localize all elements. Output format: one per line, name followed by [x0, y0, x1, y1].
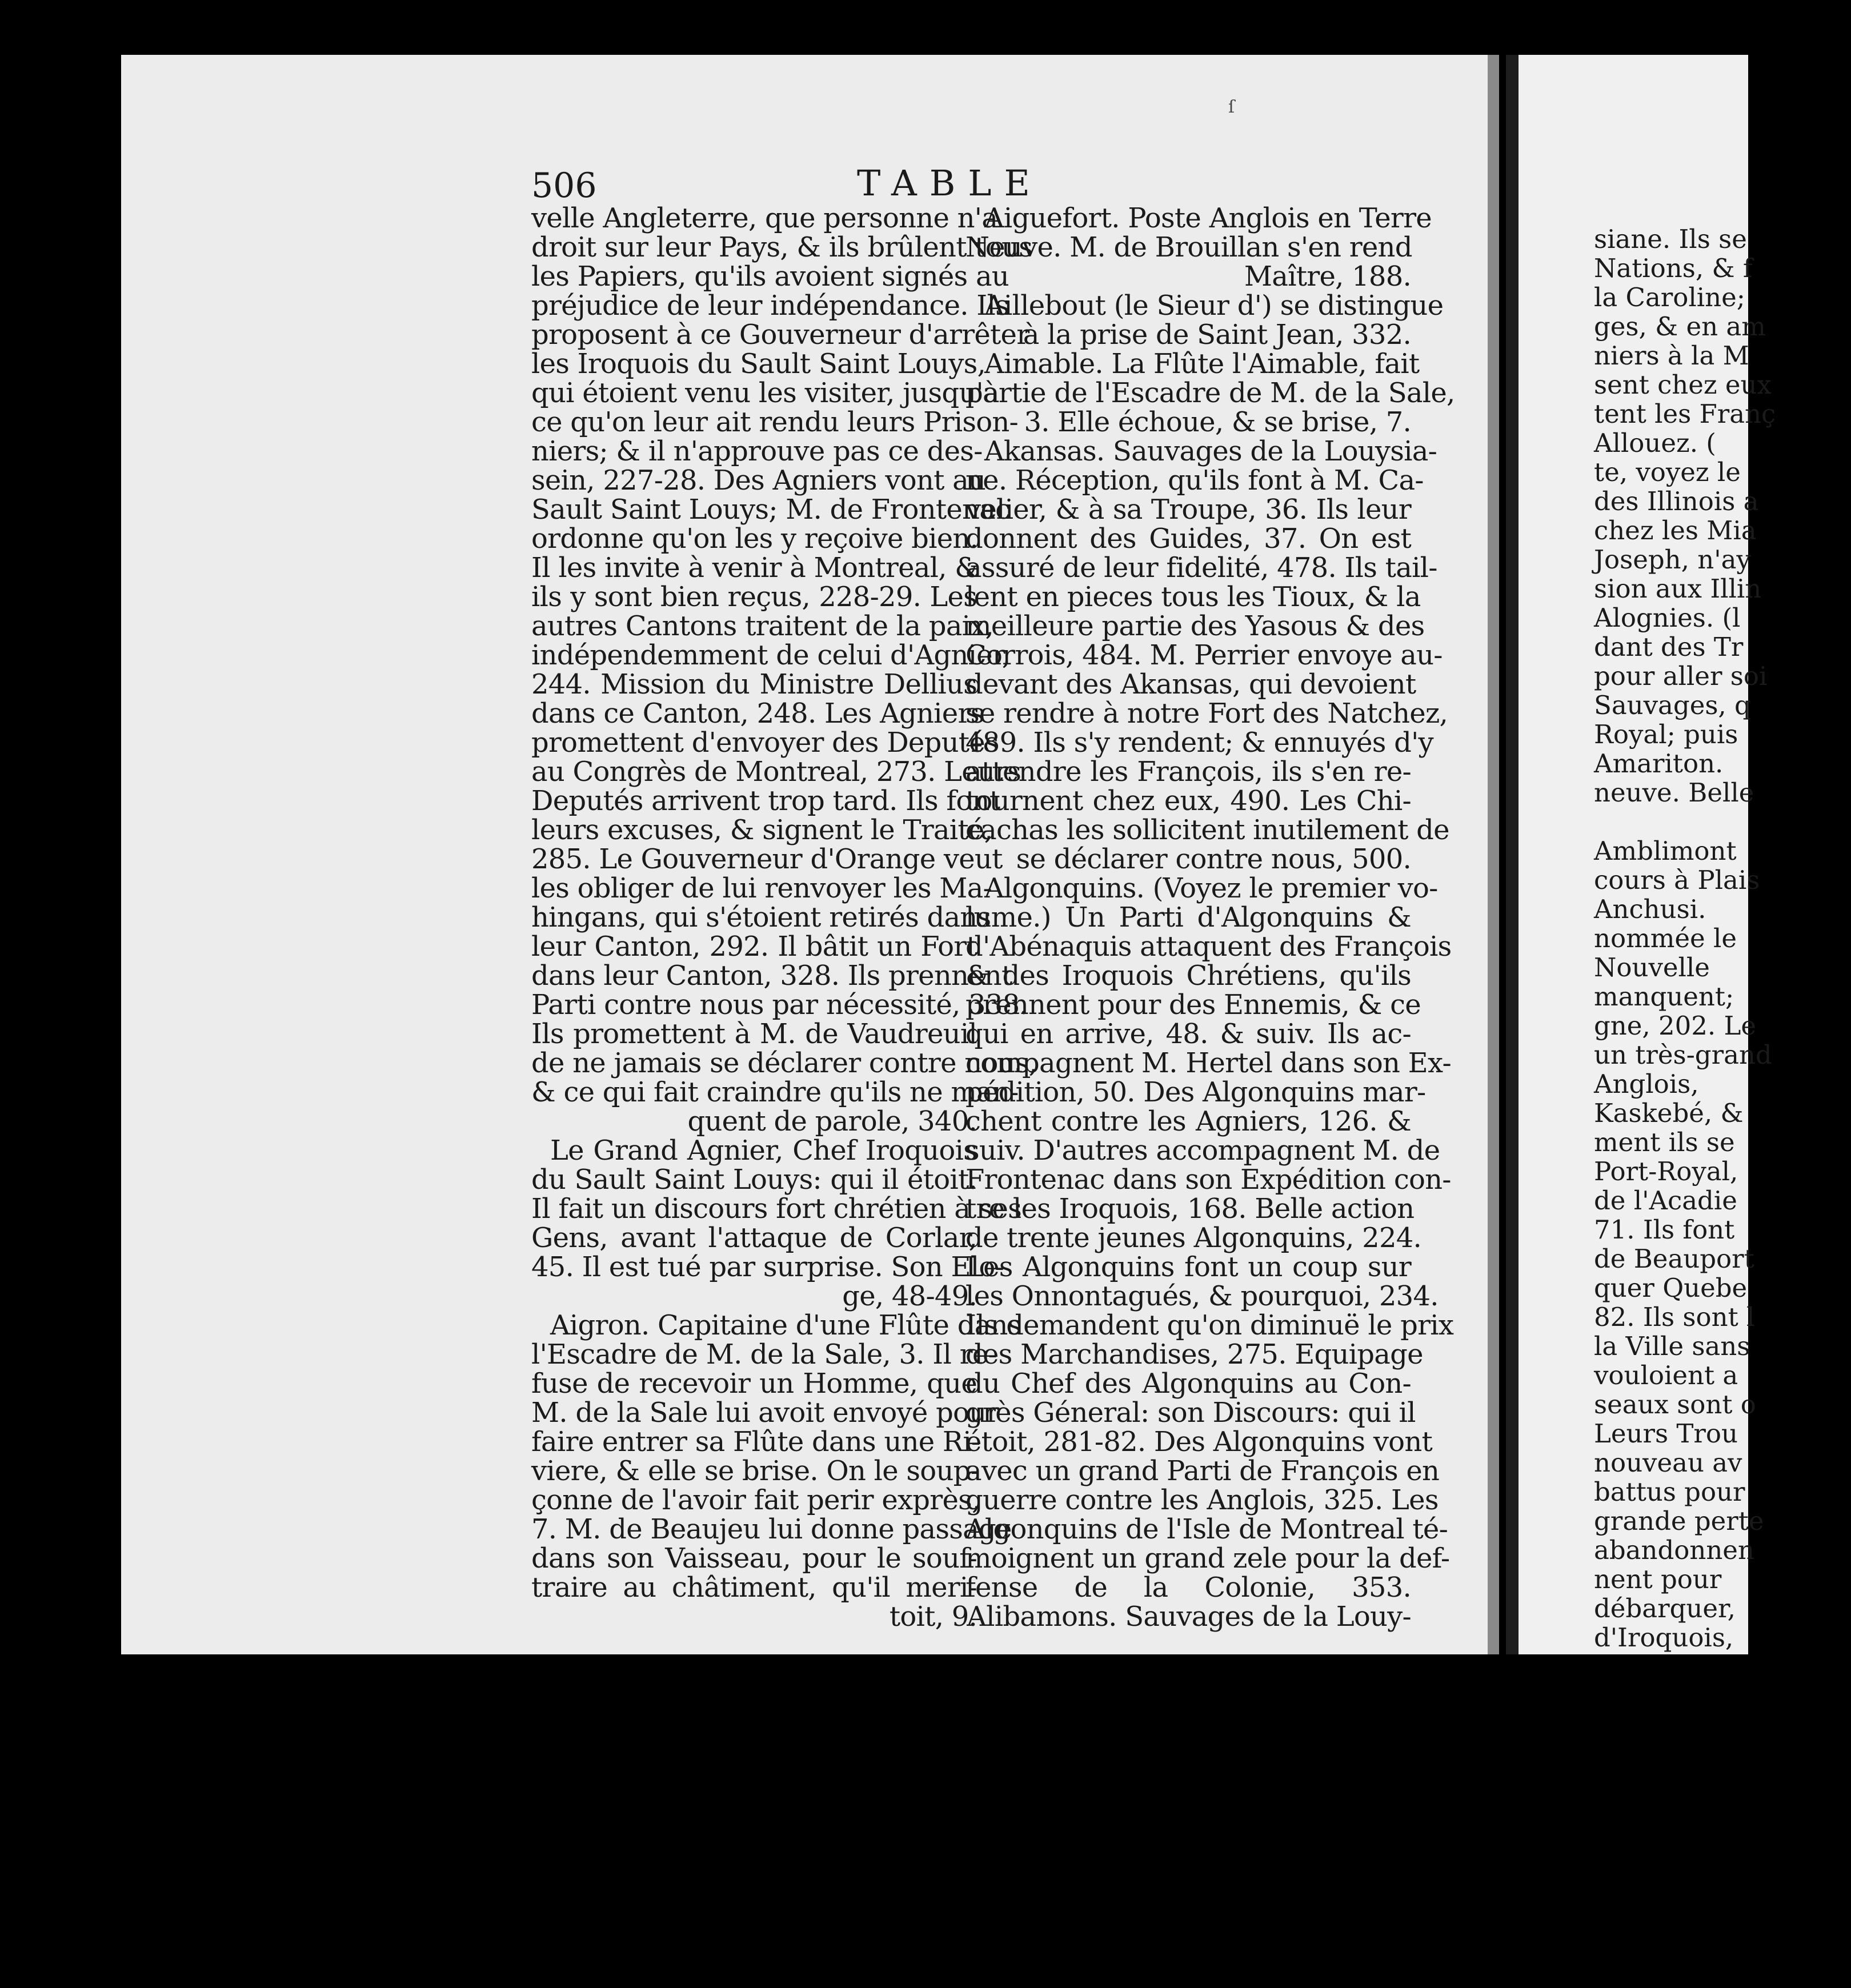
- index-line: leur Canton, 292. Il bâtit un Fort: [531, 930, 977, 963]
- index-line: lume.) Un Parti d'Algonquins &: [965, 901, 1411, 933]
- index-line: à la prise de Saint Jean, 332.: [1023, 318, 1411, 351]
- index-line: les Papiers, qu'ils avoient signés au: [531, 260, 1009, 292]
- index-line: de trente jeunes Algonquins, 224.: [965, 1221, 1422, 1254]
- index-line-fragment: débarquer,: [1594, 1594, 1736, 1624]
- index-line: niers; & il n'approuve pas ce des-: [531, 435, 983, 467]
- index-line: 45. Il est tué par surprise. Son Elo-: [531, 1250, 1004, 1283]
- index-line-fragment: des Illinois a: [1594, 487, 1759, 517]
- index-line: suiv. D'autres accompagnent M. de: [965, 1134, 1440, 1167]
- index-line-fragment: Royal; puis: [1594, 720, 1738, 750]
- index-line: ce qu'on leur ait rendu leurs Prison-: [531, 406, 1019, 438]
- index-line: & ce qui fait craindre qu'ils ne man-: [531, 1076, 1019, 1108]
- index-column-right-fragment: [1594, 226, 1851, 1653]
- index-line: Deputés arrivent trop tard. Ils font: [531, 784, 1000, 817]
- index-line: moignent un grand zele pour la def-: [965, 1542, 1450, 1574]
- index-line: préjudice de leur indépendance. Ils: [531, 289, 1009, 322]
- page-number: 506: [531, 166, 597, 206]
- index-line: meilleure partie des Yasous & des: [965, 610, 1425, 642]
- index-line: assuré de leur fidelité, 478. Ils tail-: [965, 551, 1437, 584]
- index-line: dans leur Canton, 328. Ils prennent: [531, 959, 1012, 992]
- index-line-fragment: ment ils se: [1594, 1128, 1735, 1158]
- index-line: compagnent M. Hertel dans son Ex-: [965, 1047, 1451, 1079]
- index-line: ge, 48-49.: [842, 1280, 977, 1312]
- index-line-fragment: grande perte: [1594, 1506, 1764, 1537]
- index-line: chent contre les Agniers, 126. &: [965, 1105, 1411, 1137]
- index-line: des Marchandises, 275. Equipage: [965, 1338, 1423, 1370]
- index-line: fense de la Colonie, 353.: [965, 1571, 1411, 1604]
- index-line: de ne jamais se déclarer contre nous,: [531, 1047, 1037, 1079]
- index-line: devant des Akansas, qui devoient: [965, 668, 1416, 700]
- index-line: lent en pieces tous les Tioux, & la: [965, 580, 1421, 613]
- index-line: Ils demandent qu'on diminuë le prix: [965, 1309, 1454, 1341]
- index-line-fragment: Kaskebé, &: [1594, 1099, 1744, 1129]
- index-line: Algonquins de l'Isle de Montreal té-: [965, 1513, 1448, 1545]
- index-line: Frontenac dans son Expédition con-: [965, 1163, 1451, 1196]
- index-line: promettent d'envoyer des Deputés: [531, 726, 999, 759]
- index-line-fragment: Nations, & f: [1594, 254, 1753, 284]
- index-line-fragment: siane. Ils se: [1594, 225, 1747, 255]
- index-line: Il fait un discours fort chrétien à ses: [531, 1192, 1021, 1225]
- index-line-fragment: neuve. Belle: [1594, 778, 1754, 808]
- index-line: étoit, 281-82. Des Algonquins vont: [965, 1425, 1433, 1458]
- index-line-fragment: Leurs Trou: [1594, 1419, 1738, 1449]
- index-line-fragment: pour aller soi: [1594, 662, 1768, 692]
- index-line: cachas les sollicitent inutilement de: [965, 813, 1449, 846]
- index-line-fragment: de Beauport: [1594, 1244, 1754, 1274]
- index-line: Algonquins. (Voyez le premier vo-: [984, 872, 1438, 904]
- index-line-fragment: abandonnen: [1594, 1536, 1754, 1566]
- index-line: prennent pour des Ennemis, & ce: [965, 988, 1421, 1021]
- index-line: partie de l'Escadre de M. de la Sale,: [965, 376, 1455, 409]
- index-line: du Chef des Algonquins au Con-: [965, 1367, 1411, 1400]
- book-gutter: [1488, 55, 1499, 1654]
- index-line: toit, 9.: [889, 1600, 977, 1633]
- index-line: Les Algonquins font un coup sur: [965, 1250, 1411, 1283]
- index-line: Aimable. La Flûte l'Aimable, fait: [984, 347, 1420, 380]
- index-line: au Congrès de Montreal, 273. Leurs: [531, 755, 1021, 788]
- index-line: quent de parole, 340.: [687, 1105, 977, 1137]
- index-column-left: [531, 202, 1037, 1633]
- index-line-fragment: Anchusi.: [1594, 895, 1706, 925]
- index-line: dans son Vaisseau, pour le souf-: [531, 1542, 977, 1574]
- ink-mark: ſ: [1228, 97, 1235, 117]
- index-line-fragment: Joseph, n'ay: [1594, 545, 1751, 575]
- index-line: 3. Elle échoue, & se brise, 7.: [1024, 406, 1411, 438]
- index-line: Aigron. Capitaine d'une Flûte dans: [550, 1309, 1021, 1341]
- index-line: Aiguefort. Poste Anglois en Terre: [984, 202, 1432, 234]
- index-line-fragment: la Caroline;: [1594, 283, 1745, 313]
- index-line: se déclarer contre nous, 500.: [1016, 843, 1411, 875]
- index-line: guerre contre les Anglois, 325. Les: [965, 1484, 1439, 1516]
- index-line-fragment: Amblimont: [1594, 836, 1737, 867]
- index-line-fragment: 82. Ils sont l: [1594, 1302, 1755, 1333]
- index-line: Parti contre nous par nécessité, 338.: [531, 988, 1028, 1021]
- index-line-fragment: vouloient a: [1594, 1361, 1738, 1391]
- index-line: velier, & à sa Troupe, 36. Ils leur: [965, 493, 1411, 526]
- index-line: proposent à ce Gouverneur d'arrêter: [531, 318, 1029, 351]
- index-line: traire au châtiment, qu'il meri-: [531, 1571, 977, 1604]
- index-line: droit sur leur Pays, & ils brûlent tous: [531, 231, 1032, 263]
- index-line: fuse de recevoir un Homme, que: [531, 1367, 977, 1400]
- index-line-fragment: la Ville sans: [1594, 1332, 1750, 1362]
- index-line: viere, & elle se brise. On le soup-: [531, 1454, 980, 1487]
- index-line-fragment: seaux sont o: [1594, 1390, 1756, 1420]
- index-line-fragment: Anglois,: [1594, 1069, 1699, 1100]
- index-line: 7. M. de Beaujeu lui donne passage: [531, 1513, 1012, 1545]
- index-line-fragment: manquent;: [1594, 982, 1734, 1012]
- index-line: tournent chez eux, 490. Les Chi-: [965, 784, 1411, 817]
- index-line: avec un grand Parti de François en: [965, 1454, 1440, 1487]
- index-line-fragment: quer Quebe: [1594, 1273, 1748, 1304]
- index-line-fragment: Allouez. (: [1594, 428, 1716, 459]
- index-line-fragment: niers à la M: [1594, 341, 1749, 371]
- running-head: TABLE: [857, 162, 1043, 204]
- index-line: Aillebout (le Sieur d') se distingue: [984, 289, 1444, 322]
- index-line-fragment: sion aux Illin: [1594, 574, 1762, 604]
- index-line-fragment: te, voyez le: [1594, 458, 1741, 488]
- index-line: pédition, 50. Des Algonquins mar-: [965, 1076, 1426, 1108]
- index-line: attendre les François, ils s'en re-: [965, 755, 1411, 788]
- index-line-fragment: nent pour: [1594, 1565, 1722, 1595]
- index-line-fragment: nouveau av: [1594, 1448, 1742, 1478]
- index-line-fragment: Sauvages, q: [1594, 691, 1751, 721]
- index-line: du Sault Saint Louys: qui il étoit.: [531, 1163, 977, 1196]
- index-line: Neuve. M. de Brouillan s'en rend: [965, 231, 1412, 263]
- index-line: tre les Iroquois, 168. Belle action: [965, 1192, 1415, 1225]
- index-line: ordonne qu'on les y reçoive bien.: [531, 522, 979, 555]
- index-line: donnent des Guides, 37. On est: [965, 522, 1411, 555]
- index-line: çonne de l'avoir fait perir exprès,: [531, 1484, 980, 1516]
- index-line: sein, 227-28. Des Agniers vont au: [531, 464, 986, 496]
- index-line: indépendemment de celui d'Agnier,: [531, 639, 1011, 671]
- index-line: l'Escadre de M. de la Sale, 3. Il re-: [531, 1338, 997, 1370]
- index-line-fragment: Alognies. (l: [1594, 603, 1741, 634]
- index-line-fragment: sent chez eux: [1594, 370, 1772, 400]
- index-column-middle: [965, 202, 1455, 1633]
- index-line-fragment: 71. Ils font: [1594, 1215, 1735, 1245]
- index-line: velle Angleterre, que personne n'a: [531, 202, 998, 234]
- index-line: ne. Réception, qu'ils font à M. Ca-: [965, 464, 1424, 496]
- index-line: & des Iroquois Chrétiens, qu'ils: [965, 959, 1411, 992]
- index-line: qui en arrive, 48. & suiv. Ils ac-: [965, 1017, 1411, 1050]
- index-line-fragment: de l'Acadie: [1594, 1186, 1737, 1216]
- index-line: Maître, 188.: [1244, 260, 1411, 292]
- index-line-fragment: chez les Mia: [1594, 516, 1757, 546]
- index-line: Alibamons. Sauvages de la Louy-: [967, 1600, 1411, 1633]
- index-line-fragment: cours à Plais: [1594, 865, 1760, 896]
- index-line: les Iroquois du Sault Saint Louys,: [531, 347, 985, 380]
- index-line: qui étoient venu les visiter, jusqu'à: [531, 376, 999, 409]
- index-line: Ils promettent à M. de Vaudreuil: [531, 1017, 977, 1050]
- index-line: leurs excuses, & signent le Traité,: [531, 813, 993, 846]
- index-line: d'Abénaquis attaquent des François: [965, 930, 1452, 963]
- index-line: grès Géneral: son Discours: qui il: [965, 1396, 1416, 1429]
- index-line: M. de la Sale lui avoit envoyé pour: [531, 1396, 999, 1429]
- index-line: Le Grand Agnier, Chef Iroquois: [550, 1134, 977, 1167]
- index-line-fragment: tent les Franç: [1594, 399, 1776, 430]
- index-line-fragment: un très-grand: [1594, 1040, 1772, 1071]
- index-line: Akansas. Sauvages de la Louysia-: [984, 435, 1437, 467]
- index-line: 489. Ils s'y rendent; & ennuyés d'y: [965, 726, 1433, 759]
- index-line: Sault Saint Louys; M. de Frontenac: [531, 493, 1011, 526]
- index-line-fragment: battus pour: [1594, 1477, 1745, 1508]
- index-line: ils y sont bien reçus, 228-29. Les: [531, 580, 977, 613]
- index-line: hingans, qui s'étoient retirés dans: [531, 901, 991, 933]
- index-line: dans ce Canton, 248. Les Agniers: [531, 697, 984, 730]
- index-line: autres Cantons traitent de la paix,: [531, 610, 994, 642]
- index-line-fragment: nommée le: [1594, 924, 1737, 954]
- index-line-fragment: gne, 202. Le: [1594, 1011, 1757, 1041]
- index-line: se rendre à notre Fort des Natchez,: [965, 697, 1448, 730]
- index-line: Il les invite à venir à Montreal, &: [531, 551, 979, 584]
- index-line-fragment: Nouvelle: [1594, 953, 1710, 983]
- index-line-fragment: Amariton.: [1594, 749, 1724, 779]
- index-line: Gens, avant l'attaque de Corlar,: [531, 1221, 977, 1254]
- index-line: les Onnontagués, & pourquoi, 234.: [965, 1280, 1439, 1312]
- index-line: faire entrer sa Flûte dans une Ri-: [531, 1425, 980, 1458]
- index-line-fragment: d'Iroquois,: [1594, 1623, 1734, 1653]
- index-line-fragment: dant des Tr: [1594, 632, 1744, 663]
- index-line-fragment: Port-Royal,: [1594, 1157, 1738, 1187]
- index-line: les obliger de lui renvoyer les Ma-: [531, 872, 992, 904]
- index-line: 244. Mission du Ministre Dellius: [531, 668, 977, 700]
- index-line: Corrois, 484. M. Perrier envoye au-: [965, 639, 1443, 671]
- index-line-fragment: ges, & en am: [1594, 312, 1766, 342]
- index-line: 285. Le Gouverneur d'Orange veut: [531, 843, 1003, 875]
